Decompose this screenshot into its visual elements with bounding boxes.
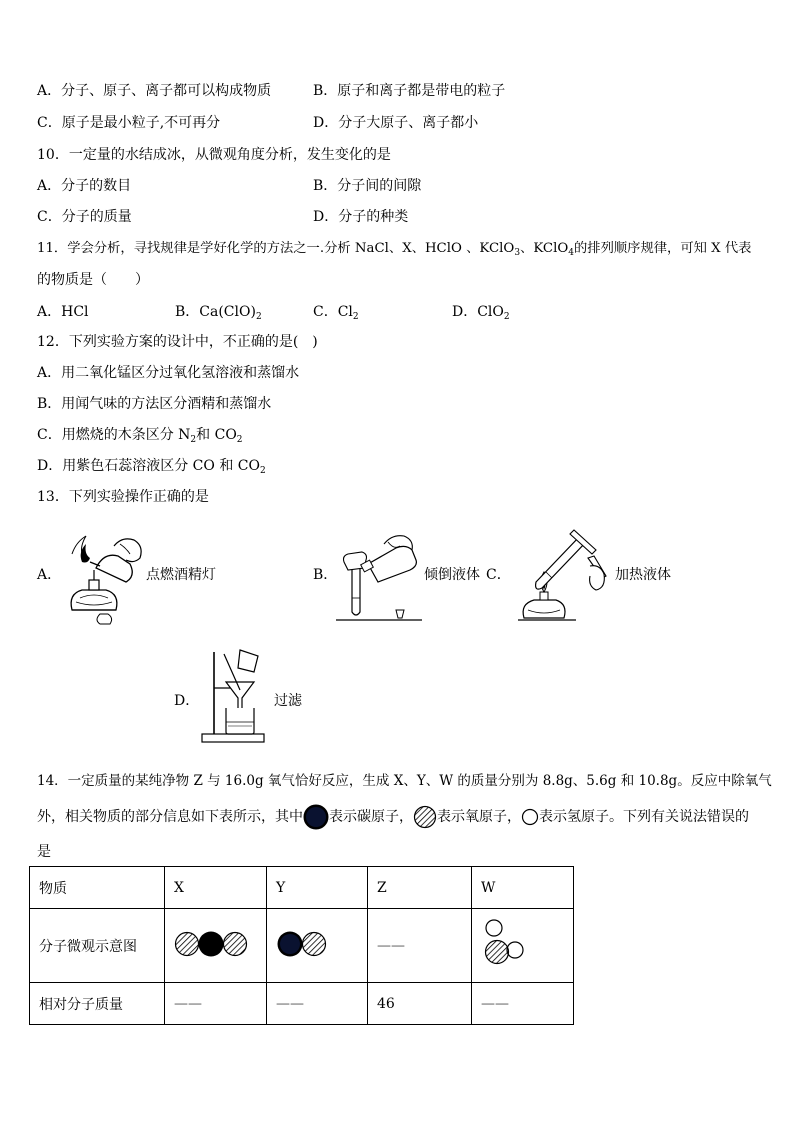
cell-z-model: —— [368,909,472,983]
q14-stem-line2-part2: 表示碳原子， [329,809,413,825]
q11-option-d-sub: 2 [503,312,510,322]
q12-option-c [37,425,243,445]
q12-option-d [37,456,266,476]
q11-option-a: A．HCl [37,304,89,320]
q12-option-a: A．用二氧化锰区分过氧化氢溶液和蒸馏水 [37,365,300,381]
table-row-molecular-mass [30,983,574,1025]
cell-z-mass: 46 [368,983,472,1025]
h2o-molecule-model [481,916,531,972]
q10-option-d: D．分子的种类 [313,209,409,225]
q10-option-c: C．分子的质量 [37,209,132,225]
hydrogen-atom-legend-icon [521,808,539,826]
q12-stem: 12．下列实验方案的设计中，不正确的是( ) [37,334,318,350]
oxygen-atom-legend-icon [413,805,437,829]
q14-stem-line2-part3: 表示氧原子， [437,809,521,825]
table-header-row [30,867,574,909]
row-label-molecule-model: 分子微观示意图 [30,909,165,983]
co-molecule-model [276,929,330,959]
header-z: Z [368,867,472,909]
q11-option-d [452,302,510,322]
q13-d-caption: 过滤 [274,693,302,709]
carbon-atom-legend-icon [303,804,329,830]
header-w: W [472,867,574,909]
q11-option-b-text: B．Ca(ClO) [175,304,256,320]
q13-c-caption: 加热液体 [615,567,671,583]
filtration-figure [200,648,266,748]
q14-substance-table [29,866,574,1025]
cell-x-model [165,909,267,983]
cell-w-mass: —— [472,983,574,1025]
q11-option-b [175,302,262,322]
q11-option-d-text: D．ClO [452,304,504,320]
q14-stem-line3: 是 [37,844,51,860]
q12-option-c-sub2: 2 [236,435,243,445]
q9-option-b: B．原子和离子都是带电的粒子 [313,83,506,99]
q11-stem-part3: 的排列顺序规律，可知 X 代表 [573,241,752,256]
q13-d-label: D． [174,693,200,709]
row-label-molecular-mass: 相对分子质量 [30,983,165,1025]
q11-stem-part2: 、KClO [520,241,569,256]
q13-stem: 13．下列实验操作正确的是 [37,489,209,505]
co2-molecule-model [174,929,250,959]
table-row-molecule-model [30,909,574,983]
q11-stem-sub1: 3 [514,248,521,258]
q13-b-caption: 倾倒液体 [424,567,480,583]
pouring-liquid-figure [334,528,424,623]
header-substance: 物质 [30,867,165,909]
q11-option-c-sub: 2 [352,312,359,322]
q10-option-b: B．分子间的间隙 [313,178,422,194]
q11-stem [37,239,751,259]
q13-a-caption: 点燃酒精灯 [146,567,216,583]
q14-stem-line2 [37,804,749,830]
q9-option-a: A．分子、原子、离子都可以构成物质 [37,83,272,99]
q9-option-c: C．原子是最小粒子,不可再分 [37,115,221,131]
q14-stem-line1: 14．一定质量的某纯净物 Z 与 16.0g 氧气恰好反应，生成 X、Y、W 的质量分别为 8.8g、5.6g 和 10.8g。反应中除氧气 [37,773,772,789]
q12-option-d-text: D．用紫色石蕊溶液区分 CO 和 CO [37,458,260,474]
alcohol-lamp-lighting-figure [60,532,146,628]
q11-stem-part1: 11．学会分析，寻找规律是学好化学的方法之一.分析 NaCl、X、HClO 、KClO [37,241,515,256]
q12-option-d-sub: 2 [259,466,266,476]
q12-option-c-sub: 2 [190,435,197,445]
q11-option-c-text: C．Cl [313,304,353,320]
q13-a-label: A． [37,567,62,583]
q9-option-d: D．分子大原子、离子都小 [313,115,479,131]
q14-stem-line2-part1: 外，相关物质的部分信息如下表所示，其中 [37,809,303,825]
q12-option-c-text2: 和 CO [196,427,237,443]
heating-liquid-figure [516,530,612,624]
q10-option-a: A．分子的数目 [37,178,132,194]
q13-b-label: B． [313,567,338,583]
q14-stem-line2-part4: 表示氢原子。下列有关说法错误的 [539,809,749,825]
cell-w-model [472,909,574,983]
cell-y-mass: —— [267,983,368,1025]
q11-stem-line2: 的物质是（ ） [37,272,149,288]
cell-x-mass: —— [165,983,267,1025]
q11-stem-sub2: 4 [568,248,574,258]
q12-option-b: B．用闻气味的方法区分酒精和蒸馏水 [37,396,272,412]
q10-stem: 10．一定量的水结成冰，从微观角度分析，发生变化的是 [37,147,391,163]
q13-c-label: C． [486,567,511,583]
q11-option-c [313,302,359,322]
header-y: Y [267,867,368,909]
cell-y-model [267,909,368,983]
q12-option-c-text: C．用燃烧的木条区分 N [37,427,191,443]
q11-option-b-sub: 2 [255,312,262,322]
header-x: X [165,867,267,909]
